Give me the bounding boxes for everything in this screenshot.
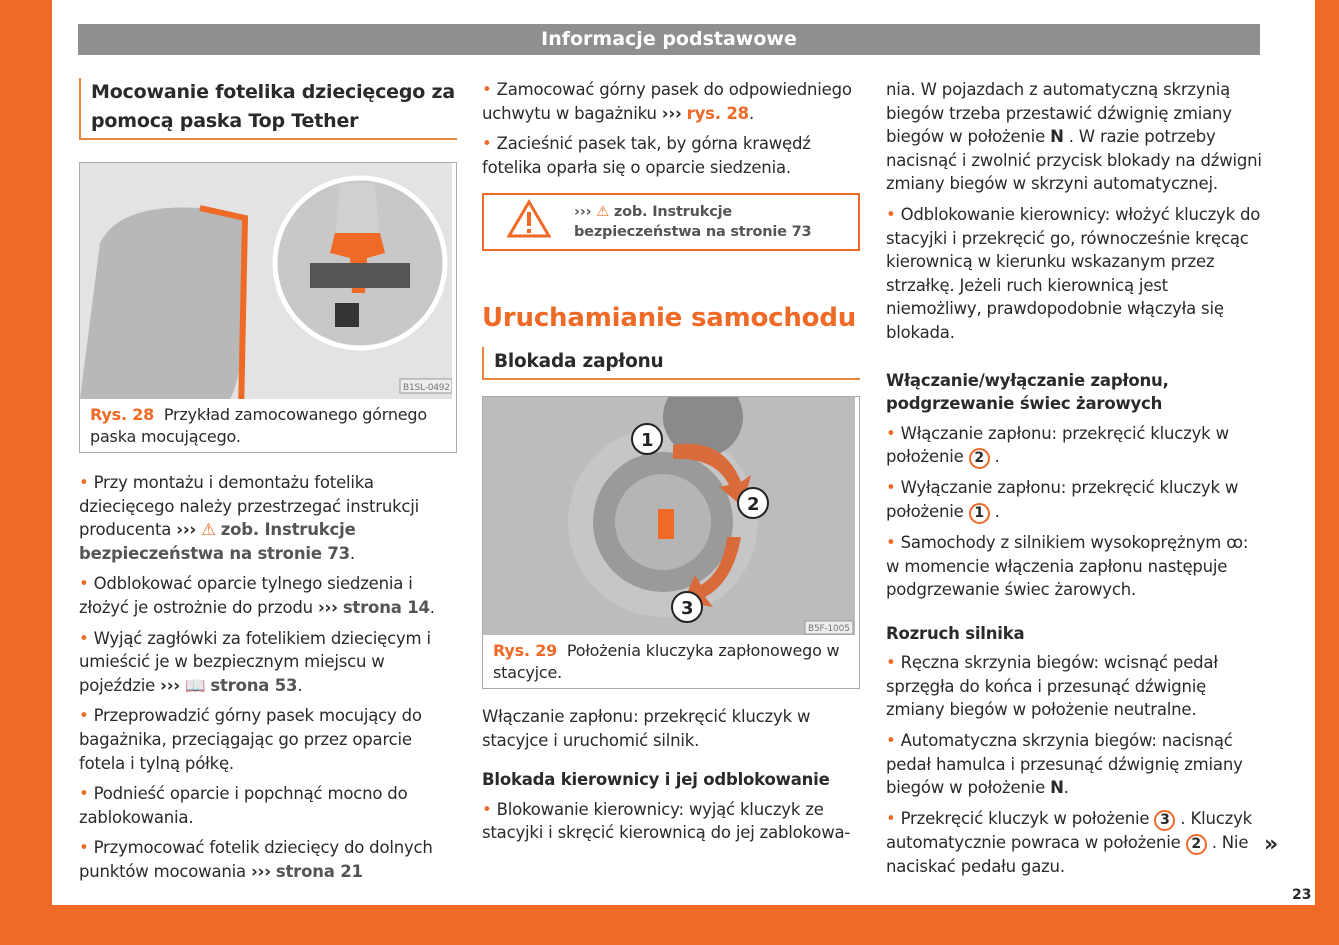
- warning-icon: [484, 199, 574, 245]
- bullet: •: [79, 574, 89, 594]
- position-badge: 1: [969, 503, 990, 524]
- text: Przeprowadzić górny pasek mocujący do bagażnika, przeciągając go przez oparcie fotela i tylną półkę.: [79, 706, 422, 773]
- arrow: ›››: [574, 204, 592, 221]
- section-title: Mocowanie fotelika dziecięcego za pomocą paska Top Tether: [79, 78, 457, 140]
- list-item: • Automatyczna skrzynia biegów: nacisnąć pedał hamulca i przesunąć dźwignię zmiany biegów w położenie N.: [886, 731, 1243, 798]
- subheading: Rozruch silnika: [886, 623, 1025, 643]
- cross-reference-link[interactable]: strona 53: [210, 675, 298, 695]
- position-badge: 2: [1186, 834, 1207, 855]
- list-item: • Wyjąć zagłówki za fotelikiem dziecięcym i umieścić je w bezpiecznym miejscu w pojeździe ››› 📖 strona 53.: [79, 628, 431, 695]
- text: Włączanie zapłonu: przekręcić kluczyk w położenie: [886, 423, 1229, 467]
- list-item: [886, 651, 1264, 722]
- glow-plug-icon: ꝏ: [1226, 532, 1243, 552]
- subsection-title: Blokada zapłonu: [482, 347, 860, 380]
- bullet: •: [886, 532, 896, 552]
- bullet: •: [79, 628, 89, 648]
- arrow: ›››: [176, 520, 197, 540]
- cross-reference-link[interactable]: zob. Instrukcje bezpieczeństwa na stronie 73: [79, 520, 356, 563]
- arrow: ›››: [251, 861, 271, 881]
- gear-n: N: [1050, 778, 1064, 798]
- position-badge: 2: [969, 448, 990, 469]
- column-3: [886, 78, 1264, 885]
- list-item: • Włączanie zapłonu: przekręcić kluczyk w położenie 2 .: [886, 422, 1264, 470]
- position-marker-1: 1: [641, 429, 654, 451]
- cross-reference-link[interactable]: strona 14: [342, 597, 430, 617]
- position-marker-2: 2: [747, 493, 760, 515]
- text: nia. W pojazdach z automatyczną skrzynią biegów trzeba przestawić dźwignię zmiany biegów w położenie: [886, 80, 1232, 147]
- bullet: •: [482, 134, 492, 154]
- text: Zamocować górny pasek do odpowiedniego uchwytu w bagażniku: [482, 80, 852, 123]
- figure-label: Rys. 29: [493, 640, 558, 660]
- bullet: •: [79, 706, 89, 726]
- subheading: Blokada kierownicy i jej odblokowanie: [482, 770, 830, 790]
- figure-28: [79, 162, 457, 453]
- text: Samochody z silnikiem wysokoprężnym: [900, 532, 1227, 552]
- text: Wyłączanie zapłonu: przekręcić kluczyk w położenie: [886, 478, 1239, 521]
- bullet: •: [79, 473, 89, 492]
- caption-text: Położenia kluczyka zapłonowego w stacyjce.: [493, 640, 840, 682]
- ignition-lock-illustration: [483, 397, 855, 635]
- bullet: •: [886, 423, 896, 443]
- text: Wyjąć zagłówki za fotelikiem dziecięcym i umieścić je w bezpiecznym miejscu w pojeździe: [79, 628, 431, 695]
- figure-code: B1SL-0492: [403, 383, 450, 393]
- list-item: [79, 782, 457, 829]
- paragraph: Włączanie zapłonu: przekręcić kluczyk w stacyjce i uruchomić silnik.: [482, 706, 811, 750]
- arrow: ›››: [160, 675, 180, 695]
- warning-small-icon: ⚠: [596, 204, 609, 221]
- running-header: Informacje podstawowe: [78, 24, 1260, 55]
- list-item: [482, 132, 860, 179]
- bullet: •: [79, 784, 89, 804]
- list-item: [886, 203, 1264, 345]
- caption-text: Przykład zamocowanego górnego paska mocującego.: [90, 405, 427, 446]
- paragraph: [886, 78, 1264, 196]
- text: Przymocować fotelik dziecięcy do dolnych punktów mocowania: [79, 838, 433, 881]
- column-1: [79, 78, 457, 891]
- list-item: • Zamocować górny pasek do odpowiedniego uchwytu w bagażniku ››› rys. 28.: [482, 80, 852, 123]
- list-item: • Wyłączanie zapłonu: przekręcić kluczyk w położenie 1 .: [886, 476, 1264, 524]
- text: . Kluczyk automatycznie powraca w położenie: [886, 808, 1253, 852]
- bullet: •: [886, 653, 896, 673]
- figure-29: [482, 396, 860, 689]
- figure-code: B5F-1005: [808, 623, 850, 634]
- book-icon: 📖: [184, 675, 206, 695]
- text: Odblokowanie kierownicy: włożyć kluczyk do stacyjki i przekręcić go, równocześnie kręcąc kierownicą w kierunku wskazanym przez strzałkę. Jeżeli ruch kierownicą jest niemożliwy, prawdopodobnie włączyła się blokada.: [886, 204, 1261, 342]
- bullet: •: [886, 808, 896, 828]
- bullet: •: [79, 838, 89, 858]
- text: Automatyczna skrzynia biegów: nacisnąć pedał hamulca i przesunąć dźwignię zmiany biegów w położenie: [886, 731, 1243, 798]
- continue-marker: »: [1264, 832, 1279, 857]
- cross-reference-link[interactable]: strona 21: [275, 861, 363, 881]
- text: Blokowanie kierownicy: wyjąć kluczyk ze stacyjki i skręcić kierownicą do jej zablokowa-: [482, 799, 851, 843]
- list-item: [79, 704, 457, 775]
- text: . Nie naciskać pedału gazu.: [886, 832, 1249, 876]
- page-number: 23: [1292, 887, 1312, 903]
- bullet: •: [482, 80, 492, 99]
- list-item: • Odblokować oparcie tylnego siedzenia i złożyć je ostrożnie do przodu ››› strona 14.: [79, 574, 435, 617]
- figure-caption: [483, 635, 859, 688]
- top-tether-illustration: [80, 163, 452, 399]
- text: Ręczna skrzynia biegów: wcisnąć pedał sprzęgła do końca i przesunąć dźwignię zmiany biegów w położenie neutralne.: [886, 653, 1218, 720]
- text: . W razie potrzeby nacisnąć i zwolnić przycisk blokady na dźwigni zmiany biegów w skrzyni automatycznej.: [886, 127, 1262, 194]
- arrow: ›››: [317, 597, 338, 617]
- text: Przy montażu i demontażu fotelika dziecięcego należy przestrzegać instrukcji producenta: [79, 473, 420, 540]
- list-item: [482, 798, 860, 845]
- text: Zacieśnić pasek tak, by górna krawędź fotelika oparła się o oparcie siedzenia.: [482, 134, 811, 177]
- position-marker-3: 3: [681, 597, 694, 619]
- arrow: ›››: [661, 103, 682, 123]
- subheading: Włączanie/wyłączanie zapłonu, podgrzewanie świec żarowych: [886, 370, 1169, 414]
- warning-box: [482, 193, 860, 251]
- text: Odblokować oparcie tylnego siedzenia i złożyć je ostrożnie do przodu: [79, 574, 413, 617]
- chapter-title: Uruchamianie samochodu: [482, 303, 857, 334]
- column-2: [482, 78, 860, 852]
- list-item: • Przy montażu i demontażu fotelika dziecięcego należy przestrzegać instrukcji producenta ››› ⚠ zob. Instrukcje bezpieczeństwa na stronie 73.: [79, 473, 420, 563]
- list-item: [886, 807, 1264, 879]
- text: Podnieść oparcie i popchnąć mocno do zablokowania.: [79, 784, 408, 827]
- warning-link[interactable]: zob. Instrukcje bezpieczeństwa na stronie 73: [574, 204, 812, 241]
- gear-n: N: [1050, 127, 1064, 147]
- bullet: •: [886, 731, 896, 751]
- figure-link[interactable]: rys. 28: [686, 103, 749, 123]
- text: Przekręcić kluczyk w położenie: [900, 808, 1155, 828]
- bullet: •: [886, 204, 896, 224]
- warning-icon: ⚠: [201, 520, 216, 540]
- list-item: [79, 836, 457, 883]
- figure-caption: [80, 399, 456, 452]
- text: : w momencie włączenia zapłonu następuje podgrzewanie świec żarowych.: [886, 532, 1249, 600]
- bullet: •: [886, 478, 896, 498]
- position-badge: 3: [1154, 810, 1175, 831]
- list-item: [886, 531, 1264, 602]
- figure-label: Rys. 28: [90, 405, 155, 424]
- bullet: •: [482, 799, 492, 819]
